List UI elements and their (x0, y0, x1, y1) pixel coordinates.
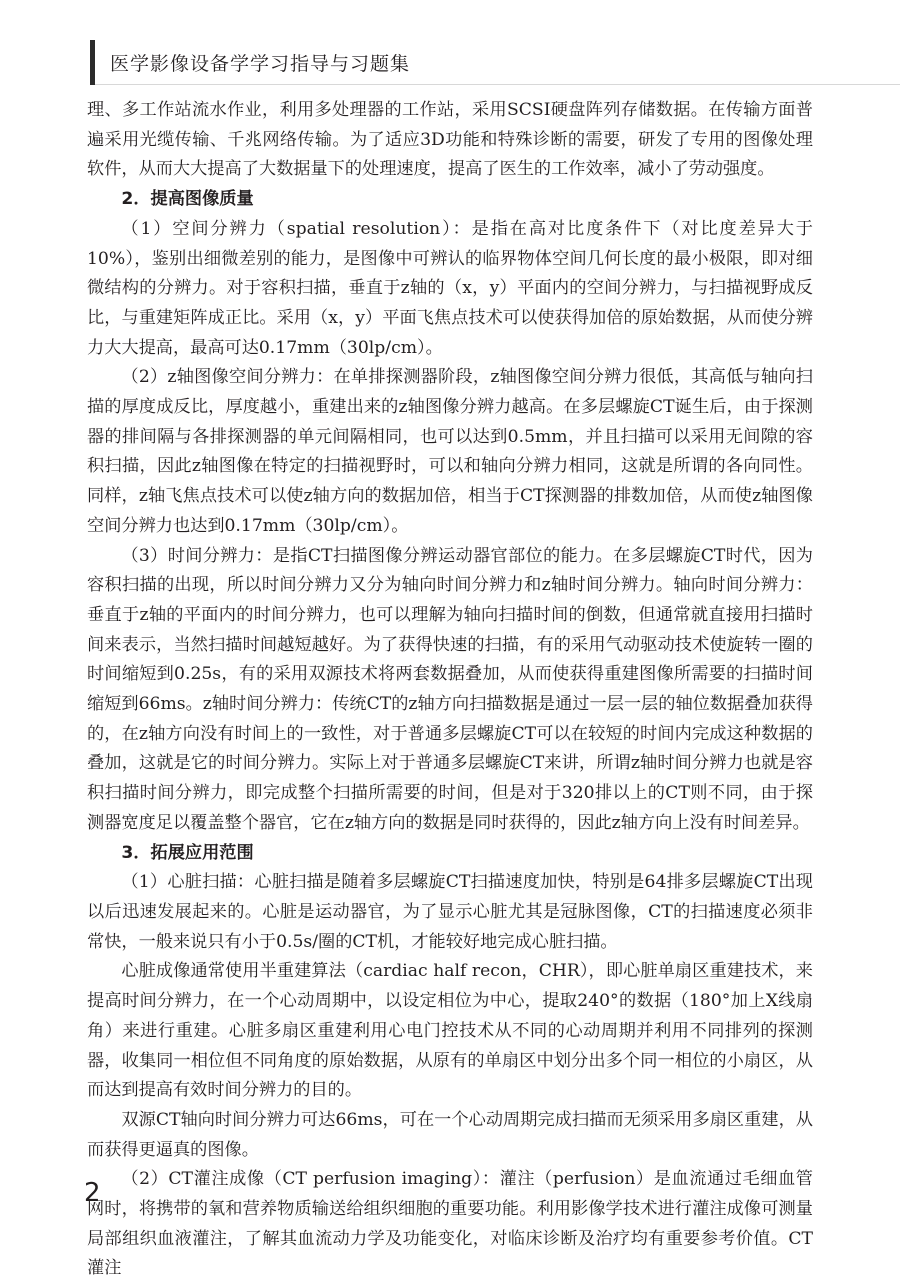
paragraph-perfusion: （2）CT灌注成像（CT perfusion imaging）：灌注（perfusion）是血流通过毛细血管网时，将携带的氧和营养物质输送给组织细胞的重要功能。利用影像学技术进行灌注成像可测量局部组织血液灌注，了解其血流动力学及功能变化，对临床诊断及治疗均有重要参考价值。CT灌注 (87, 1169, 813, 1279)
section-heading-image-quality: 2．提高图像质量 (121, 189, 254, 210)
running-header: 医学影像设备学学习指导与习题集 (110, 53, 411, 75)
body-text (87, 96, 813, 1284)
paragraph-continued: 理、多工作站流水作业，利用多处理器的工作站，采用SCSI硬盘阵列存储数据。在传输方面普遍采用光缆传输、千兆网络传输。为了适应3D功能和特殊诊断的需要，研发了专用的图像处理软件，从而大大提高了大数据量下的处理速度，提高了医生的工作效率，减小了劳动强度。 (87, 100, 813, 180)
paragraph-cardiac-scan: （1）心脏扫描：心脏扫描是随着多层螺旋CT扫描速度加快，特别是64排多层螺旋CT出现以后迅速发展起来的。心脏是运动器官，为了显示心脏尤其是冠脉图像，CT的扫描速度必须非常快，一般来说只有小于0.5s/圈的CT机，才能较好地完成心脏扫描。 (87, 872, 813, 952)
paragraph-dual-source: 双源CT轴向时间分辨力可达66ms，可在一个心动周期完成扫描而无须采用多扇区重建，从而获得更逼真的图像。 (87, 1109, 813, 1160)
paragraph-z-axis-resolution: （2）z轴图像空间分辨力：在单排探测器阶段，z轴图像空间分辨力很低，其高低与轴向扫描的厚度成反比，厚度越小，重建出来的z轴图像分辨力越高。在多层螺旋CT诞生后，由于探测器的排间隔与各排探测器的单元间隔相同，也可以达到0.5mm，并且扫描可以采用无间隙的容积扫描，因此z轴图像在特定的扫描视野时，可以和轴向分辨力相同，这就是所谓的各向同性。同样，z轴飞焦点技术可以使z轴方向的数据加倍，相当于CT探测器的排数加倍，从而使z轴图像空间分辨力也达到0.17mm（30lp/cm）。 (87, 367, 813, 536)
paragraph-spatial-resolution: （1）空间分辨力（spatial resolution）：是指在高对比度条件下（对比度差异大于10%），鉴别出细微差别的能力，是图像中可辨认的临界物体空间几何长度的最小极限，即对细微结构的分辨力。对于容积扫描，垂直于z轴的（x，y）平面内的空间分辨力，与扫描视野成反比，与重建矩阵成正比。采用（x，y）平面飞焦点技术可以使获得加倍的原始数据，从而使分辨力大大提高，最高可达0.17mm（30lp/cm）。 (87, 218, 813, 358)
header-rule (95, 84, 900, 85)
page-number: 2 (84, 1178, 101, 1208)
paragraph-temporal-resolution: （3）时间分辨力：是指CT扫描图像分辨运动器官部位的能力。在多层螺旋CT时代，因为容积扫描的出现，所以时间分辨力又分为轴向时间分辨力和z轴时间分辨力。轴向时间分辨力：垂直于z轴的平面内的时间分辨力，也可以理解为轴向扫描时间的倒数，但通常就直接用扫描时间来表示，当然扫描时间越短越好。为了获得快速的扫描，有的采用气动驱动技术使旋转一圈的时间缩短到0.25s，有的采用双源技术将两套数据叠加，从而使获得重建图像所需要的扫描时间缩短到66ms。z轴时间分辨力：传统CT的z轴方向扫描数据是通过一层一层的轴位数据叠加获得的，在z轴方向没有时间上的一致性，对于普通多层螺旋CT可以在较短的时间内完成这种数据的叠加，这就是它的时间分辨力。实际上对于普通多层螺旋CT来讲，所谓z轴时间分辨力也就是容积扫描时间分辨力，即完成整个扫描所需要的时间，但是对于320排以上的CT则不同，由于探测器宽度足以覆盖整个器官，它在z轴方向的数据是同时获得的，因此z轴方向上没有时间差异。 (87, 545, 813, 833)
paragraph-cardiac-imaging: 心脏成像通常使用半重建算法（cardiac half recon，CHR），即心脏单扇区重建技术，来提高时间分辨力，在一个心动周期中，以设定相位为中心，提取240°的数据（180°加上X线扇角）来进行重建。心脏多扇区重建利用心电门控技术从不同的心动周期并利用不同排列的探测器，收集同一相位但不同角度的原始数据，从原有的单扇区中划分出多个同一相位的小扇区，从而达到提高有效时间分辨力的目的。 (87, 961, 813, 1101)
header-accent-bar (90, 40, 95, 85)
section-heading-applications: 3．拓展应用范围 (121, 842, 254, 863)
